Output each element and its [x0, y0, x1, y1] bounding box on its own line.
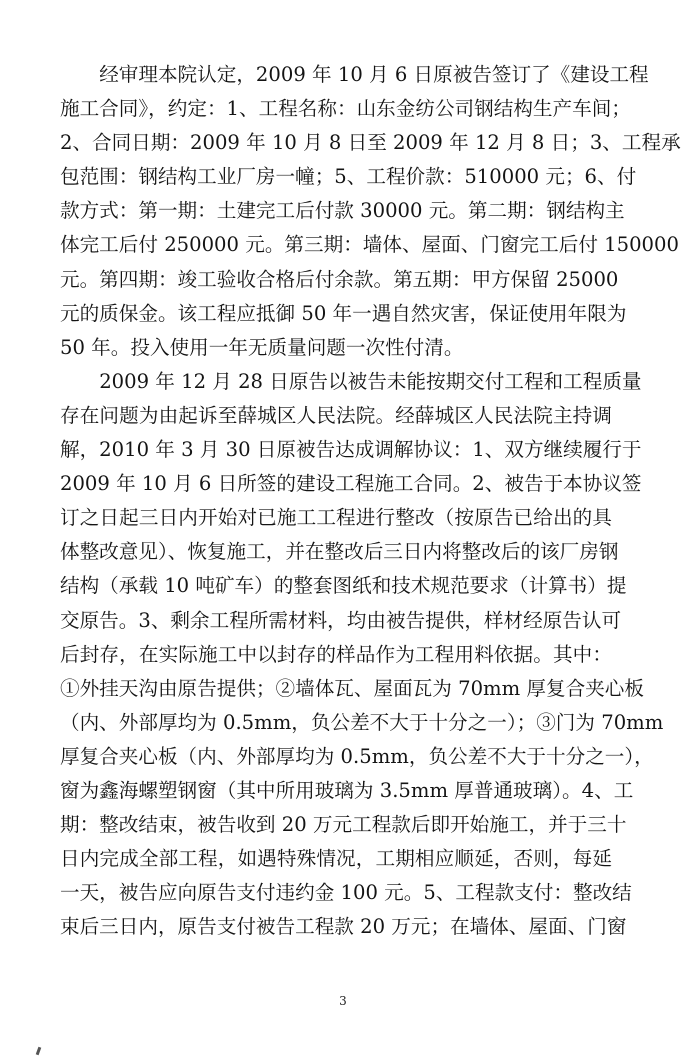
- paragraph-2-line-3: 解，2010 年 3 月 30 日原被告达成调解协议：1、双方继续履行于: [60, 438, 642, 462]
- page-number: 3: [339, 994, 347, 1008]
- paragraph-1-line-3: 2、合同日期：2009 年 10 月 8 日至 2009 年 12 月 8 日；3、工程承: [60, 131, 681, 155]
- paragraph-1-line-9: 50 年。投入使用一年无质量问题一次性付清。: [60, 335, 464, 359]
- paragraph-1-line-7: 元。第四期：竣工验收合格后付余款。第五期：甲方保留 25000: [60, 267, 619, 291]
- paragraph-2-line-14: 期：整改结束，被告收到 20 万元工程款后即开始施工，并于三十: [60, 813, 627, 837]
- paragraph-2-line-12: 厚复合夹心板（内、外部厚均为 0.5mm，负公差不大于十分之一），: [60, 744, 654, 768]
- paragraph-2-line-16: 一天，被告应向原告支付违约金 100 元。5、工程款支付：整改结: [60, 881, 632, 905]
- paragraph-1-line-8: 元的质保金。该工程应抵御 50 年一遇自然灾害，保证使用年限为: [60, 301, 627, 325]
- scan-speck: [36, 1047, 42, 1056]
- paragraph-1-line-5: 款方式：第一期：土建完工后付款 30000 元。第二期：钢结构主: [60, 199, 625, 223]
- paragraph-1-line-1: 经审理本院认定，2009 年 10 月 6 日原被告签订了《建设工程: [99, 63, 649, 86]
- paragraph-2-line-8: 交原告。3、剩余工程所需材料，均由被告提供，样材经原告认可: [60, 608, 622, 632]
- paragraph-2-line-1: 2009 年 12 月 28 日原告以被告未能按期交付工程和工程质量: [99, 369, 642, 393]
- paragraph-2-line-10: ①外挂天沟由原告提供；②墙体瓦、屋面瓦为 70mm 厚复合夹心板: [60, 676, 644, 700]
- paragraph-1-line-4: 包范围：钢结构工业厂房一幢；5、工程价款：510000 元；6、付: [60, 165, 637, 189]
- paragraph-2-line-6: 体整改意见）、恢复施工，并在整改后三日内将整改后的该厂房钢: [60, 540, 619, 564]
- paragraph-2-line-4: 2009 年 10 月 6 日所签的建设工程施工合同。2、被告于本协议签: [60, 472, 642, 496]
- paragraph-2-line-9: 后封存，在实际施工中以封存的样品作为工程用料依据。其中：: [60, 642, 612, 666]
- paragraph-2-line-15: 日内完成全部工程，如遇特殊情况，工期相应顺延，否则，每延: [60, 847, 612, 871]
- paragraph-1-line-2: 施工合同》，约定：1、工程名称：山东金纺公司钢结构生产车间；: [60, 97, 631, 121]
- paragraph-2-line-7: 结构（承载 10 吨矿车）的整套图纸和技术规范要求（计算书）提: [60, 574, 627, 598]
- body-text: [60, 58, 681, 944]
- paragraph-1-line-6: 体完工后付 250000 元。第三期：墙体、屋面、门窗完工后付 150000: [60, 233, 679, 257]
- paragraph-2-line-17: 束后三日内，原告支付被告工程款 20 万元；在墙体、屋面、门窗: [60, 915, 627, 939]
- paragraph-2-line-13: 窗为鑫海螺塑钢窗（其中所用玻璃为 3.5mm 厚普通玻璃）。4、工: [60, 778, 634, 802]
- paragraph-2-line-11: （内、外部厚均为 0.5mm，负公差不大于十分之一）；③门为 70mm: [60, 710, 664, 734]
- paragraph-2-line-2: 存在问题为由起诉至薛城区人民法院。经薛城区人民法院主持调: [60, 403, 612, 427]
- paragraph-2-line-5: 订之日起三日内开始对已施工工程进行整改（按原告已给出的具: [60, 506, 612, 530]
